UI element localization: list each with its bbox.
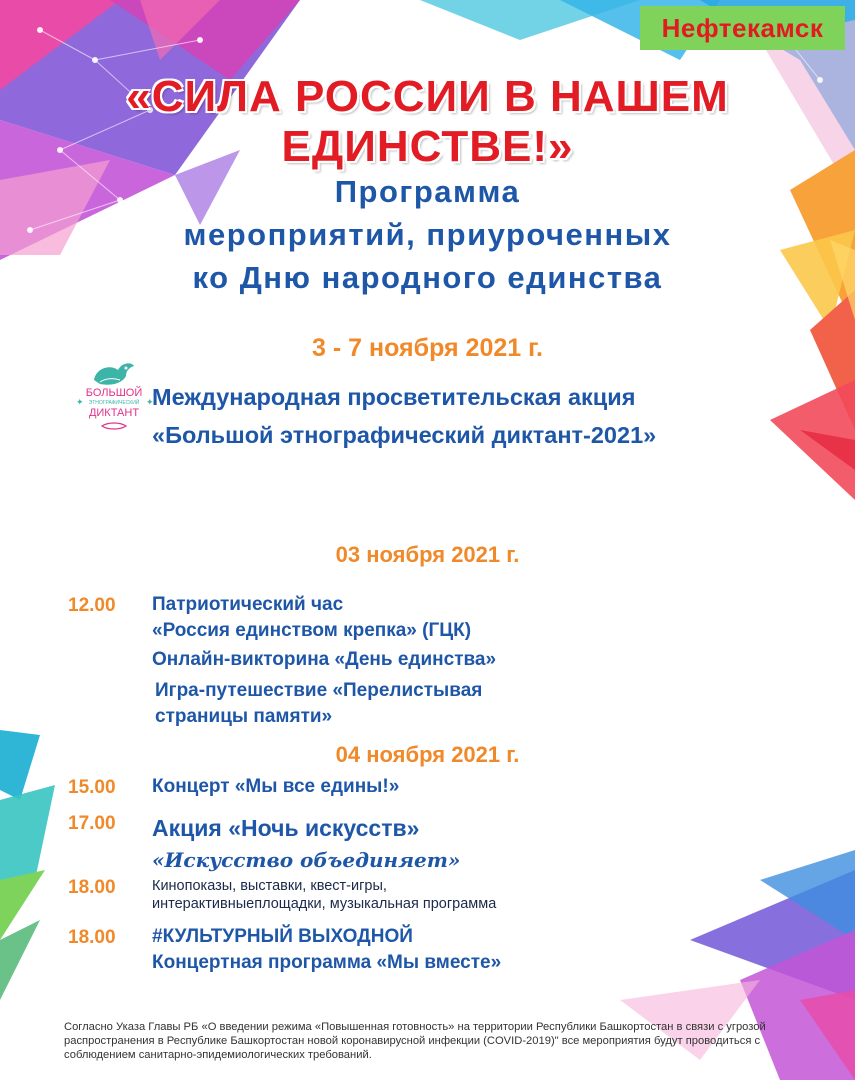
day2-event-3-line2: интерактивныеплощадки, музыкальная программа: [152, 896, 497, 912]
logo-line1: БОЛЬШОЙ: [85, 387, 143, 399]
svg-text:✦: ✦: [76, 397, 84, 407]
day2-event-4: [152, 924, 501, 976]
day1-event1-line2: «Россия единством крепка» (ГЦК): [152, 620, 472, 641]
day2-event-4-line2: Концертная программа «Мы вместе»: [152, 952, 502, 973]
footnote-line1: Согласно Указа Главы РБ «О введении режима «Повышенная готовность» на территории Республики Башкортостан в связи с угрозой: [64, 1021, 766, 1033]
day1-event3: [155, 678, 482, 730]
day2-event-2: Акция «Ночь искусств»: [152, 815, 420, 841]
footnote: [64, 1020, 804, 1062]
day1-event1-line1: Патриотический час: [152, 594, 344, 615]
day1-event3-line2: страницы памяти»: [155, 706, 333, 727]
logo-line3: ДИКТАНТ: [88, 407, 140, 419]
day2-time-3: 18.00: [68, 877, 116, 898]
day1-date: 03 ноября 2021 г.: [335, 542, 520, 567]
program-title-line1: Программа: [334, 174, 521, 209]
svg-text:✦: ✦: [146, 397, 154, 407]
day2-event-3-line1: Кинопоказы, выставки, квест-игры,: [152, 878, 387, 894]
day2-event-3: [152, 877, 496, 913]
program-title-line2: мероприятий, приуроченных: [183, 217, 672, 252]
footnote-line2: распространения в Республике Башкортостан новой коронавирусной инфекции (COVID-2019)" все мероприятия будут проводиться с: [64, 1035, 761, 1047]
dictation-date: 3 - 7 ноября 2021 г.: [312, 334, 543, 362]
program-title: [0, 170, 855, 299]
program-title-line3: ко Дню народного единства: [192, 260, 663, 295]
footnote-line3: соблюдением санитарно-эпидемиологических требований.: [64, 1049, 372, 1061]
day1-event1: [152, 592, 471, 644]
day2-event-1: Концерт «Мы все едины!»: [152, 776, 400, 797]
dictation-logo: [70, 352, 158, 436]
dictation-text: [152, 378, 656, 454]
slogan: «СИЛА РОССИИ В НАШЕМ ЕДИНСТВЕ!»: [126, 72, 729, 171]
day2-event-4-line1: #КУЛЬТУРНЫЙ ВЫХОДНОЙ: [152, 926, 413, 947]
day2-event-2-subtitle: «Искусство объединяет»: [152, 848, 461, 872]
day1-event3-line1: Игра-путешествие «Перелистывая: [155, 680, 483, 701]
logo-line2: ЭТНОГРАФИЧЕСКИЙ: [88, 400, 140, 406]
day2-time-2: 17.00: [68, 813, 116, 834]
dictation-line1: Международная просветительская акция: [152, 384, 636, 410]
city-label: Нефтекамск: [640, 6, 845, 50]
day1-time: 12.00: [68, 595, 116, 616]
day2-time-1: 15.00: [68, 777, 116, 798]
day1-event2: Онлайн-викторина «День единства»: [152, 649, 497, 670]
day2-date: 04 ноября 2021 г.: [335, 742, 520, 767]
dictation-line2: «Большой этнографический диктант-2021»: [152, 422, 657, 448]
bird-icon: [70, 352, 158, 436]
day2-time-4: 18.00: [68, 927, 116, 948]
